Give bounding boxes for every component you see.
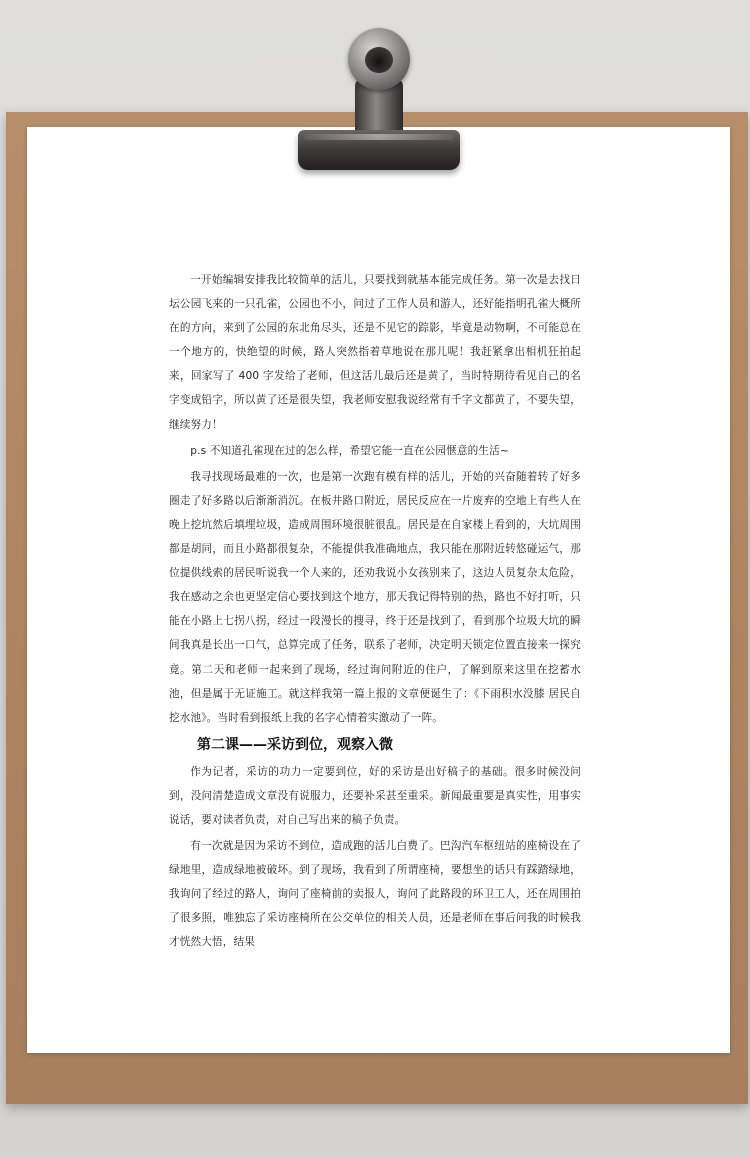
paragraph: 我寻找现场最难的一次，也是第一次跑有模有样的活儿，开始的兴奋随着转了好多圈走了好多路以后渐渐消沉。在板井路口附近，居民反应在一片废弃的空地上有些人在晚上挖坑然后填埋垃圾，造成周围环境很脏很乱。居民是在自家楼上看到的，大坑周围都是胡同，而且小路都很复杂，不能提供我准确地点，我只能在那附近转悠碰运气，那位提供线索的居民听说我一个人来的，还劝我说小女孩别来了，这边人员复杂太危险，我在感动之余也更坚定信心要找到这个地方，那天我记得特别的热，路也不好打听，只能在小路上七拐八拐，经过一段漫长的搜寻，终于还是找到了，看到那个垃圾大坑的瞬间我真是长出一口气，总算完成了任务，联系了老师，决定明天锁定位置直接来一探究竟。第二天和老师一起来到了现场，经过询问附近的住户，了解到原来这里在挖蓄水池，但是属于无证施工。就这样我第一篇上报的文章便诞生了：《下雨积水没膝 居民自挖水池》。当时看到报纸上我的名字心情着实激动了一阵。 — [169, 470, 581, 724]
document-body — [169, 268, 581, 957]
paragraph: 有一次就是因为采访不到位，造成跑的活儿白费了。巴沟汽车枢纽站的座椅设在了绿地里，造成绿地被破坏。到了现场，我看到了所谓座椅，要想坐的话只有踩踏绿地，我询问了经过的路人，询问了座椅前的卖报人，询问了此路段的环卫工人，还在周围拍了很多照，唯独忘了采访座椅所在公交单位的相关人员，还是老师在事后问我的时候我才恍然大悟，结果 — [169, 840, 581, 949]
paragraph: 一开始编辑安排我比较简单的活儿，只要找到就基本能完成任务。第一次是去找日坛公园飞来的一只孔雀，公园也不小，问过了工作人员和游人，还好能指明孔雀大概所在的方向，来到了公园的东北角尽头，还是不见它的踪影，毕竟是动物啊，不可能总在一个地方的，快绝望的时候，路人突然指着草地说在那儿呢！我赶紧拿出相机狂拍起来，回家写了 400 字发给了老师，但这活儿最后还是黄了，当时特期待看见自己的名字变成铅字，所以黄了还是很失望，我老师安慰我说经常有千字文都黄了，不要失望，继续努力！ — [169, 274, 581, 431]
section-heading: 第二课——采访到位，观察入微 — [197, 736, 393, 753]
paragraph: p.s 不知道孔雀现在过的怎么样，希望它能一直在公园惬意的生活~ — [190, 444, 509, 457]
clip-hole — [365, 47, 393, 73]
paragraph: 作为记者，采访的功力一定要到位，好的采访是出好稿子的基础。很多时候没问到，没问清楚造成文章没有说服力，还要补采甚至重采。新闻最重要是真实性，用事实说话，要对读者负责，对自己写出来的稿子负责。 — [169, 765, 581, 826]
clip-highlight — [304, 134, 454, 140]
